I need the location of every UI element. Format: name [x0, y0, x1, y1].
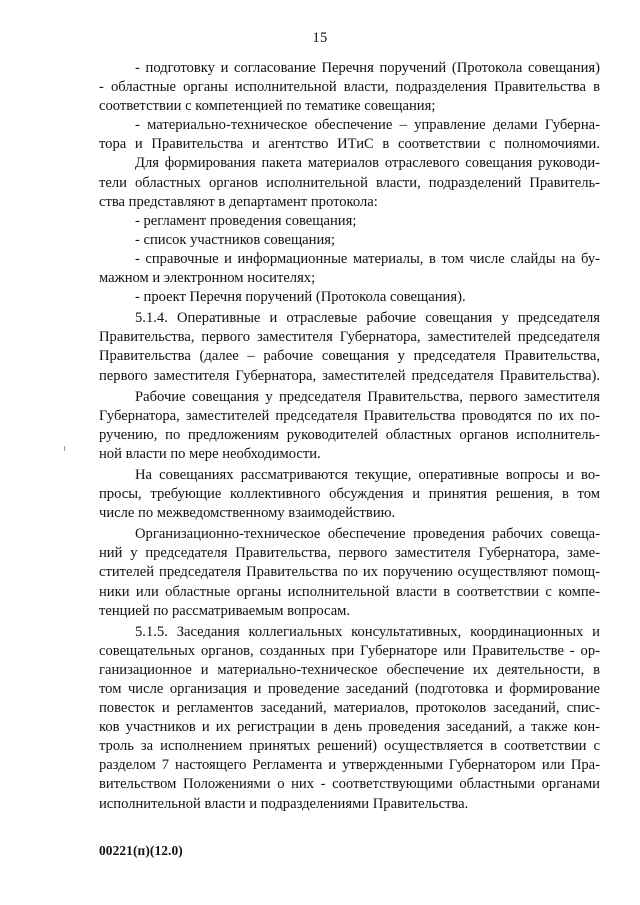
text-line: стителей председателя Правительства по их поручению осуществляют помощ-	[99, 564, 600, 581]
page-number: 15	[312, 30, 328, 46]
text-line: - проект Перечня поручений (Протокола совещания).	[135, 289, 466, 306]
text-line: том числе организация и проведение заседаний (подготовка и формирование	[99, 681, 600, 697]
text-line: Губернатора, заместителей председателя Правительства проводятся по их по-	[99, 407, 600, 424]
text-line: Рабочие совещания у председателя Правительства, первого заместителя	[135, 388, 600, 405]
text-line: - список участников совещания;	[135, 231, 336, 248]
text-line: троль за исполнением принятых решений) осуществляется в соответствии с	[99, 738, 600, 755]
text-line: разделом 7 настоящего Регламента и утвержденными Губернатором или Пра-	[99, 757, 600, 774]
text-line: Правительства (далее – рабочие совещания у председателя Правительства,	[99, 348, 600, 365]
text-line: - областные органы исполнительной власти, подразделения Правительства в	[99, 79, 600, 96]
scan-mark	[64, 446, 65, 451]
body-text	[99, 59, 600, 814]
document-code: 00221(п)(12.0)	[99, 843, 183, 858]
text-line: - справочные и информационные материалы, в том числе слайды на бу-	[135, 250, 600, 267]
text-line: ной власти по мере необходимости.	[99, 445, 321, 462]
text-line: На совещаниях рассматриваются текущие, оперативные вопросы и во-	[135, 466, 600, 483]
text-line: 5.1.5. Заседания коллегиальных консультативных, координационных и	[135, 623, 600, 640]
text-line: исполнительной власти и подразделениями Правительства.	[99, 795, 469, 812]
text-line: первого заместителя Губернатора, заместителей председателя Правительства).	[99, 367, 600, 384]
text-line: тенцией по рассматриваемым вопросам.	[99, 602, 351, 619]
text-line: мажном и электронном носителях;	[99, 270, 316, 287]
text-line: ганизационное и материально-техническое обеспечение их деятельности, в	[99, 661, 600, 678]
text-line: ники или областные органы исполнительной власти в соответствии с компе-	[99, 583, 600, 600]
text-line: - материально-техническое обеспечение – управление делами Губерна-	[135, 117, 600, 134]
text-line: Правительства, первого заместителя Губернатора, заместителей председателя	[99, 329, 600, 346]
text-line: повесток и регламентов заседаний, материалов, протоколов заседаний, спис-	[99, 700, 600, 717]
text-line: Организационно-техническое обеспечение проведения рабочих совеща-	[135, 526, 600, 543]
text-line: Для формирования пакета материалов отраслевого совещания руководи-	[135, 155, 600, 172]
text-line: тели областных органов исполнительной власти, подразделений Правитель-	[99, 174, 600, 191]
text-line: соответствии с компетенцией по тематике совещания;	[99, 98, 436, 115]
text-line: 5.1.4. Оперативные и отраслевые рабочие совещания у председателя	[135, 310, 600, 327]
text-line: вительством Положениями о них - соответствующими областными органами	[99, 776, 600, 793]
text-line: тора и Правительства и агентство ИТиС в соответствии с полномочиями.	[99, 136, 600, 153]
text-line: совещательных органов, созданных при Губернаторе или Правительстве - ор-	[99, 642, 600, 659]
text-line: числе по межведомственному взаимодействию.	[99, 505, 396, 522]
text-line: ства представляют в департамент протокола:	[99, 193, 378, 210]
text-line: - подготовку и согласование Перечня поручений (Протокола совещания)	[135, 60, 600, 76]
text-line: ручению, по предложениям руководителей областных органов исполнитель-	[99, 426, 600, 443]
text-line: - регламент проведения совещания;	[135, 212, 357, 229]
text-line: ний у председателя Правительства, первого заместителя Губернатора, заме-	[99, 545, 600, 562]
text-line: ков участников и их регистрации в день проведения заседаний, а также кон-	[99, 719, 600, 736]
text-line: просы, требующие коллективного обсуждения и принятия решения, в том	[99, 486, 600, 503]
